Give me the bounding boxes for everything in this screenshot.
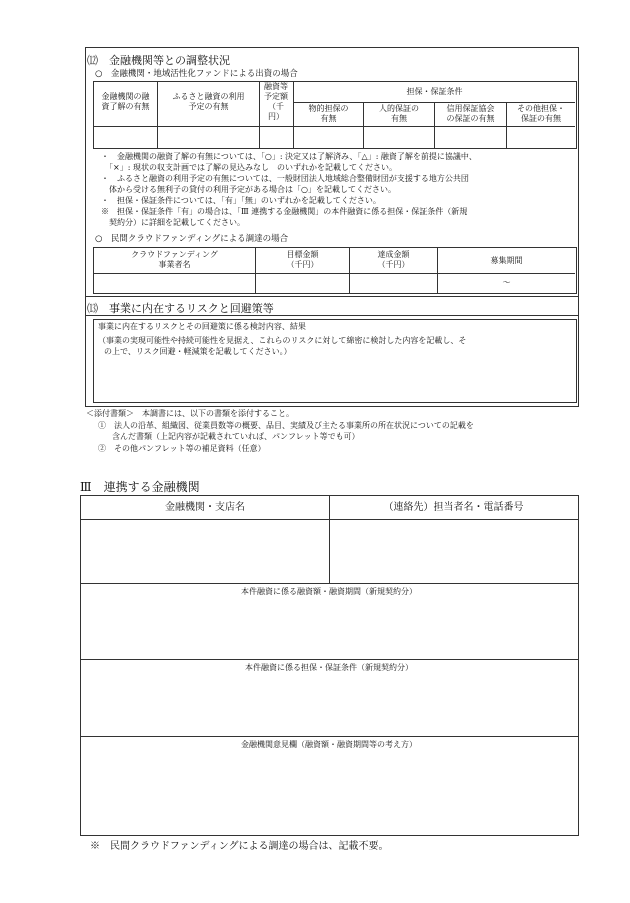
risk-box-label: 事業に内在するリスクとその回避策に係る検討内容、結果 (98, 322, 306, 331)
header-furusato-loan: ふるさと融資の利用 予定の有無 (172, 92, 245, 111)
note-line: ・ ふるさと融資の利用予定の有無については、一般財団法人地域総合整備財団が支援する地方公共団 (101, 174, 469, 183)
furusato-loan-cell[interactable] (158, 127, 259, 147)
collateral-conditions-label: 本件融資に係る担保・保証条件（新規契約分） (245, 663, 413, 672)
section-13-title: ⒀ 事業に内在するリスクと回避策等 (87, 302, 274, 315)
risk-box-instruction: （事業の実現可能性や持続可能性を見据え、これらのリスクに対して綿密に検討した内容を記載し、そ (98, 336, 467, 345)
header-physical-collateral: 物的担保の 有無 (308, 104, 349, 123)
note-line: ・ 金融機関の融資了解の有無については、「○」: 決定又は了解済み、「△」: 融資了解を前提に協議中、 (101, 152, 477, 161)
bank-opinion-cell[interactable] (81, 752, 577, 834)
note-line: 「×」: 現状の収支計画では了解の見込みなし のいずれかを記載してください。 (101, 163, 397, 172)
physical-collateral-cell[interactable] (294, 127, 363, 147)
loan-amount-cell[interactable] (260, 127, 293, 147)
note-line: ・ 担保・保証条件については、「有」「無」のいずれかを記載してください。 (101, 196, 381, 205)
header-credit-guarantee: 信用保証協会 の保証の有無 (446, 104, 495, 123)
personal-guarantee-cell[interactable] (364, 127, 434, 147)
attachment-item-1: ① 法人の沿革、組織図、従業員数等の概要、品目、実績及び主たる事業所の所在状況についての記載を (98, 421, 474, 430)
attachments-heading: ＜添付書類＞ 本調書には、以下の書類を添付すること。 (86, 409, 294, 418)
header-personal-guarantee: 人的保証の 有無 (379, 104, 419, 123)
bank-fund-subheading: ○ 金融機関・地域活性化ファンドによる出資の場合 (95, 69, 298, 79)
header-contact-person-phone: （連絡先）担当者名・電話番号 (383, 502, 524, 513)
note-line: 契約分）に詳細を記載してください。 (101, 218, 245, 227)
header-crowdfunding-business: クラウドファンディング 事業者名 (131, 250, 218, 269)
note-line: 体から受ける無利子の貸付の利用予定がある場合は「○」を記載してください。 (101, 185, 396, 194)
target-amount-cell[interactable] (256, 274, 349, 292)
header-loan-amount: 融資等 予定額 （千 円） (264, 82, 288, 121)
bank-branch-cell[interactable] (81, 520, 329, 583)
section-3-title: Ⅲ 連携する金融機関 (80, 480, 200, 494)
credit-guarantee-cell[interactable] (435, 127, 506, 147)
achieved-amount-cell[interactable] (350, 274, 437, 292)
header-target-amount: 目標金額 （千円） (286, 250, 319, 269)
contact-person-phone-cell[interactable] (330, 520, 577, 583)
bank-opinion-label: 金融機関意見欄（融資額・融資期間等の考え方） (241, 740, 417, 749)
attachment-item-2: ② その他パンフレット等の補足資料（任意） (98, 444, 266, 453)
header-collateral-conditions: 担保・保証条件 (406, 87, 463, 96)
note-line: ※ 担保・保証条件「有」の場合は、「Ⅲ 連携する金融機関」の本件融資に係る担保・保証条件（新規 (101, 207, 468, 216)
recruitment-period-cell[interactable]: ～ (502, 278, 511, 287)
header-bank-approval: 金融機関の融 資了解の有無 (101, 92, 150, 111)
risk-box-instruction: の上で、リスク回避・軽減策を記載してください。） (104, 347, 292, 356)
header-achieved-amount: 達成金額 （千円） (377, 250, 410, 269)
section-12-title: ⑿ 金融機関等との調整状況 (87, 54, 230, 67)
other-collateral-cell[interactable] (507, 127, 575, 147)
crowdfunding-subheading: ○ 民間クラウドファンディングによる調達の場合 (95, 234, 289, 244)
loan-amount-period-label: 本件融資に係る融資額・融資期間（新規契約分） (241, 587, 417, 596)
collateral-conditions-cell[interactable] (81, 675, 577, 736)
crowdfunding-business-cell[interactable] (94, 274, 255, 292)
header-other-collateral: その他担保・ 保証の有無 (517, 104, 565, 123)
attachment-item-1-cont: 含んだ書類（上記内容が記載されていれば、パンフレット等でも可） (112, 432, 360, 441)
bank-approval-cell[interactable] (94, 127, 157, 147)
loan-amount-period-cell[interactable] (81, 599, 577, 659)
header-recruitment-period: 募集期間 (490, 256, 523, 265)
crowdfunding-footnote: ※ 民間クラウドファンディングによる調達の場合は、記載不要。 (90, 841, 389, 852)
header-bank-branch: 金融機関・支店名 (165, 502, 245, 513)
